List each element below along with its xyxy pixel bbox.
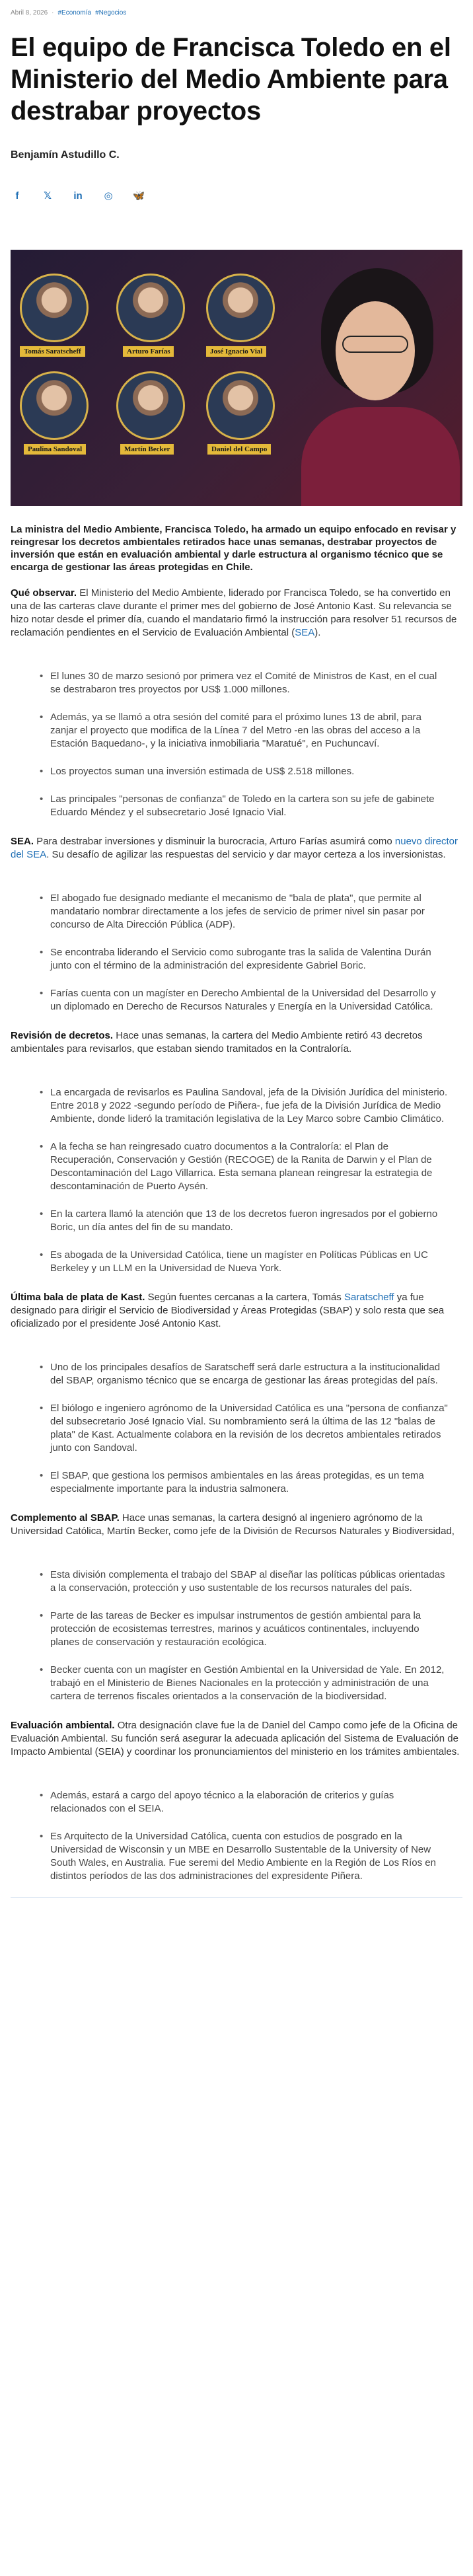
- list-item: • Además, estará a cargo del apoyo técnico a la elaboración de criterios y guías relacionados con el SEIA.: [50, 1789, 462, 1816]
- article-meta: [11, 0, 462, 17]
- portrait-saratscheff: [20, 274, 89, 342]
- list-item: • Parte de las tareas de Becker es impulsar instrumentos de gestión ambiental para la protección de ecosistemas terrestres, marinos y acuáticos continentales, incluyendo planes de conservación y restauración ecológica.: [50, 1609, 462, 1649]
- section-text-after: ya fue designado para dirigir el Servicio de Biodiversidad y Áreas Protegidas (SBAP) y solo resta que sea oficializado por el presidente José Antonio Kast.: [11, 1292, 445, 1329]
- section-bala-de-plata: [11, 1291, 462, 1331]
- tag-economia[interactable]: #Economía: [57, 9, 92, 17]
- bullet-list-que-observar: [11, 670, 462, 819]
- nuevo-director-link[interactable]: nuevo director del SEA: [11, 836, 458, 860]
- list-item: • En la cartera llamó la atención que 13 de los decretos fueron ingresados por el gobierno Boric, un día antes del fin de su mandato.: [50, 1208, 462, 1234]
- x-icon[interactable]: 𝕏: [43, 190, 52, 202]
- bluesky-icon[interactable]: 🦋: [132, 190, 145, 202]
- nameplate-saratscheff: Tomás Saratscheff: [20, 346, 85, 357]
- list-item: • Las principales "personas de confianza" de Toledo en la cartera son su jefe de gabinete Eduardo Méndez y el subsecretario José Ignacio Vial.: [50, 793, 462, 819]
- section-text: Hace unas semanas, la cartera del Medio Ambiente retiró 43 decretos ambientales para revisarlos, que estaban siendo tramitados en la Contraloría.: [11, 1030, 423, 1054]
- bullet-list-revision-decretos: [11, 1086, 462, 1275]
- facebook-icon[interactable]: f: [15, 190, 19, 202]
- list-item: • Becker cuenta con un magíster en Gestión Ambiental en la Universidad de Yale. En 2012, trabajó en el Ministerio de Bienes Nacionales en la protección y administración de una cartera de terrenos fiscales orientados a la conservación de la biodiversidad.: [50, 1664, 462, 1703]
- nameplate-vial: José Ignacio Vial: [206, 346, 266, 357]
- section-heading: Qué observar.: [11, 587, 77, 599]
- section-heading: Complemento al SBAP.: [11, 1512, 120, 1524]
- section-text: Para destrabar inversiones y disminuir la burocracia, Arturo Farías asumirá como: [34, 836, 395, 847]
- portrait-del-campo: [206, 371, 275, 440]
- section-evaluacion-ambiental: [11, 1719, 462, 1759]
- nameplate-sandoval: Paulina Sandoval: [24, 444, 86, 455]
- bullet-list-bala-de-plata: [11, 1361, 462, 1496]
- list-item: • Esta división complementa el trabajo del SBAP al diseñar las políticas públicas orientadas a la conservación, protección y uso sustentable de los recursos naturales del país.: [50, 1568, 462, 1595]
- headline: El equipo de Francisca Toledo en el Ministerio del Medio Ambiente para destrabar proyectos: [11, 33, 451, 126]
- list-item: • Además, ya se llamó a otra sesión del comité para el próximo lunes 13 de abril, para zanjar el proyecto que modifica de la Línea 7 del Metro -en las obras del acceso a la Estación Baquedano-, y la iniciativa inmobiliaria "Maratué", en Puchuncaví.: [50, 711, 462, 751]
- author-name[interactable]: Benjamín Astudillo C.: [11, 149, 120, 161]
- section-text-after: ).: [314, 627, 321, 638]
- saratscheff-link[interactable]: Saratscheff: [344, 1292, 394, 1303]
- portrait-farias: [116, 274, 185, 342]
- list-item: • Es abogada de la Universidad Católica, tiene un magíster en Políticas Públicas en UC Berkeley y un LLM en la Universidad de Nueva York.: [50, 1249, 462, 1275]
- sea-link[interactable]: SEA: [295, 627, 315, 638]
- section-text-after: . Su desafío de agilizar las respuestas del servicio y dar mayor certeza a los inversionistas.: [46, 849, 446, 860]
- section-heading: Última bala de plata de Kast.: [11, 1292, 145, 1303]
- section-heading: Revisión de decretos.: [11, 1030, 114, 1041]
- tag-negocios[interactable]: #Negocios: [95, 9, 127, 17]
- minister-photo: [295, 255, 462, 506]
- nameplate-del-campo: Daniel del Campo: [207, 444, 271, 455]
- bullet-list-sea: [11, 892, 462, 1013]
- nameplate-becker: Martín Becker: [120, 444, 174, 455]
- portrait-sandoval: [20, 371, 89, 440]
- nameplate-farias: Arturo Farías: [123, 346, 174, 357]
- list-item: • El abogado fue designado mediante el mecanismo de "bala de plata", que permite al mandatario nombrar directamente a los jefes de servicio de primer nivel sin pasar por concurso de Alta Dirección Pública (ADP).: [50, 892, 462, 932]
- section-text: Según fuentes cercanas a la cartera, Tomás: [145, 1292, 344, 1303]
- hero-image: [11, 250, 462, 506]
- list-item: • El SBAP, que gestiona los permisos ambientales en las áreas protegidas, es un tema especialmente importante para la industria salmonera.: [50, 1469, 462, 1496]
- section-text: Hace unas semanas, la cartera designó al ingeniero agrónomo de la Universidad Católica, Martín Becker, como jefe de la División de Recursos Naturales y Biodiversidad,: [11, 1512, 455, 1537]
- whatsapp-icon[interactable]: ◎: [104, 190, 113, 202]
- share-bar: [11, 189, 462, 202]
- list-item: • Uno de los principales desafíos de Saratscheff será darle estructura a la institucionalidad del SBAP, organismo técnico que se encarga de gestionar las áreas protegidas del país.: [50, 1361, 462, 1387]
- meta-separator: ·: [52, 9, 54, 17]
- section-que-observar: [11, 587, 462, 640]
- minister-body: [301, 407, 460, 506]
- section-heading: Evaluación ambiental.: [11, 1720, 115, 1731]
- list-item: • El biólogo e ingeniero agrónomo de la Universidad Católica es una "persona de confianza" del subsecretario José Ignacio Vial. Su nombramiento será la última de las 12 "balas de plata" de Kast. Actualmente colabora en la revisión de los decretos ambientales retirados junto con Sandoval.: [50, 1402, 462, 1455]
- section-text: El Ministerio del Medio Ambiente, liderado por Francisca Toledo, se ha convertido en una de las carteras clave durante el primer mes del gobierno de José Antonio Kast. Su relevancia se hizo notar desde el primer día, cuando el mandatario firmó la instrucción para resolver 51 recursos de reclamación pendientes en el Servicio de Evaluación Ambiental (: [11, 587, 457, 638]
- section-revision-decretos: [11, 1029, 462, 1056]
- linkedin-icon[interactable]: in: [73, 190, 83, 202]
- list-item: • La encargada de revisarlos es Paulina Sandoval, jefa de la División Jurídica del ministerio. Entre 2018 y 2022 -segundo período de Piñera-, fue jefa de la División Jurídica de Medio Ambiente, donde lideró la tramitación legislativa de la Ley Marco sobre Cambio Climático.: [50, 1086, 462, 1126]
- section-complemento-sbap: [11, 1512, 462, 1538]
- section-text: Otra designación clave fue la de Daniel del Campo como jefe de la Oficina de Evaluación Ambiental. Su función será asegurar la adecuada aplicación del Sistema de Evaluación de Impacto Ambiental (SEIA) y coordinar los pronunciamientos del ministerio en los trámites ambientales.: [11, 1720, 460, 1757]
- list-item: • Se encontraba liderando el Servicio como subrogante tras la salida de Valentina Durán junto con el término de la administración del expresidente Gabriel Boric.: [50, 946, 462, 973]
- bullet-list-complemento-sbap: [11, 1568, 462, 1703]
- list-item: • Farías cuenta con un magíster en Derecho Ambiental de la Universidad del Desarrollo y un diplomado en Derecho de Recursos Naturales y Energía en la Universidad Católica.: [50, 987, 462, 1013]
- list-item: • A la fecha se han reingresado cuatro documentos a la Contraloría: el Plan de Recuperación, Conservación y Gestión (RECOGE) de la Ranita de Darwin y el Plan de Descontaminación del Lago Villarrica. Esta semana planean reingresar la estrategia de descontaminación de Puerto Aysén.: [50, 1140, 462, 1193]
- section-heading: SEA.: [11, 836, 34, 847]
- bullet-list-evaluacion-ambiental: [11, 1789, 462, 1883]
- portrait-becker: [116, 371, 185, 440]
- minister-glasses: [342, 336, 408, 353]
- list-item: • Es Arquitecto de la Universidad Católica, cuenta con estudios de posgrado en la Universidad de Wisconsin y un MBE en Desarrollo Sustentable de la University of New South Wales, en Australia. Fue seremi del Medio Ambiente en la Región de Los Ríos en distintos períodos de las dos administraciones del expresidente Piñera.: [50, 1830, 462, 1883]
- section-sea: [11, 835, 462, 862]
- lead-paragraph: La ministra del Medio Ambiente, Francisca Toledo, ha armado un equipo enfocado en revisar y reingresar los decretos ambientales retirados hace unas semanas, destrabar proyectos de inversión que están en evaluación ambiental y darle estructura al organismo técnico que se encarga de gestionar las áreas protegidas en Chile.: [11, 524, 456, 573]
- list-item: • El lunes 30 de marzo sesionó por primera vez el Comité de Ministros de Kast, en el cual se destrabaron tres proyectos por US$ 1.000 millones.: [50, 670, 462, 696]
- publish-date: Abril 8, 2026: [11, 9, 48, 17]
- bottom-divider: [11, 1897, 462, 1898]
- list-item: • Los proyectos suman una inversión estimada de US$ 2.518 millones.: [50, 765, 462, 778]
- portrait-vial: [206, 274, 275, 342]
